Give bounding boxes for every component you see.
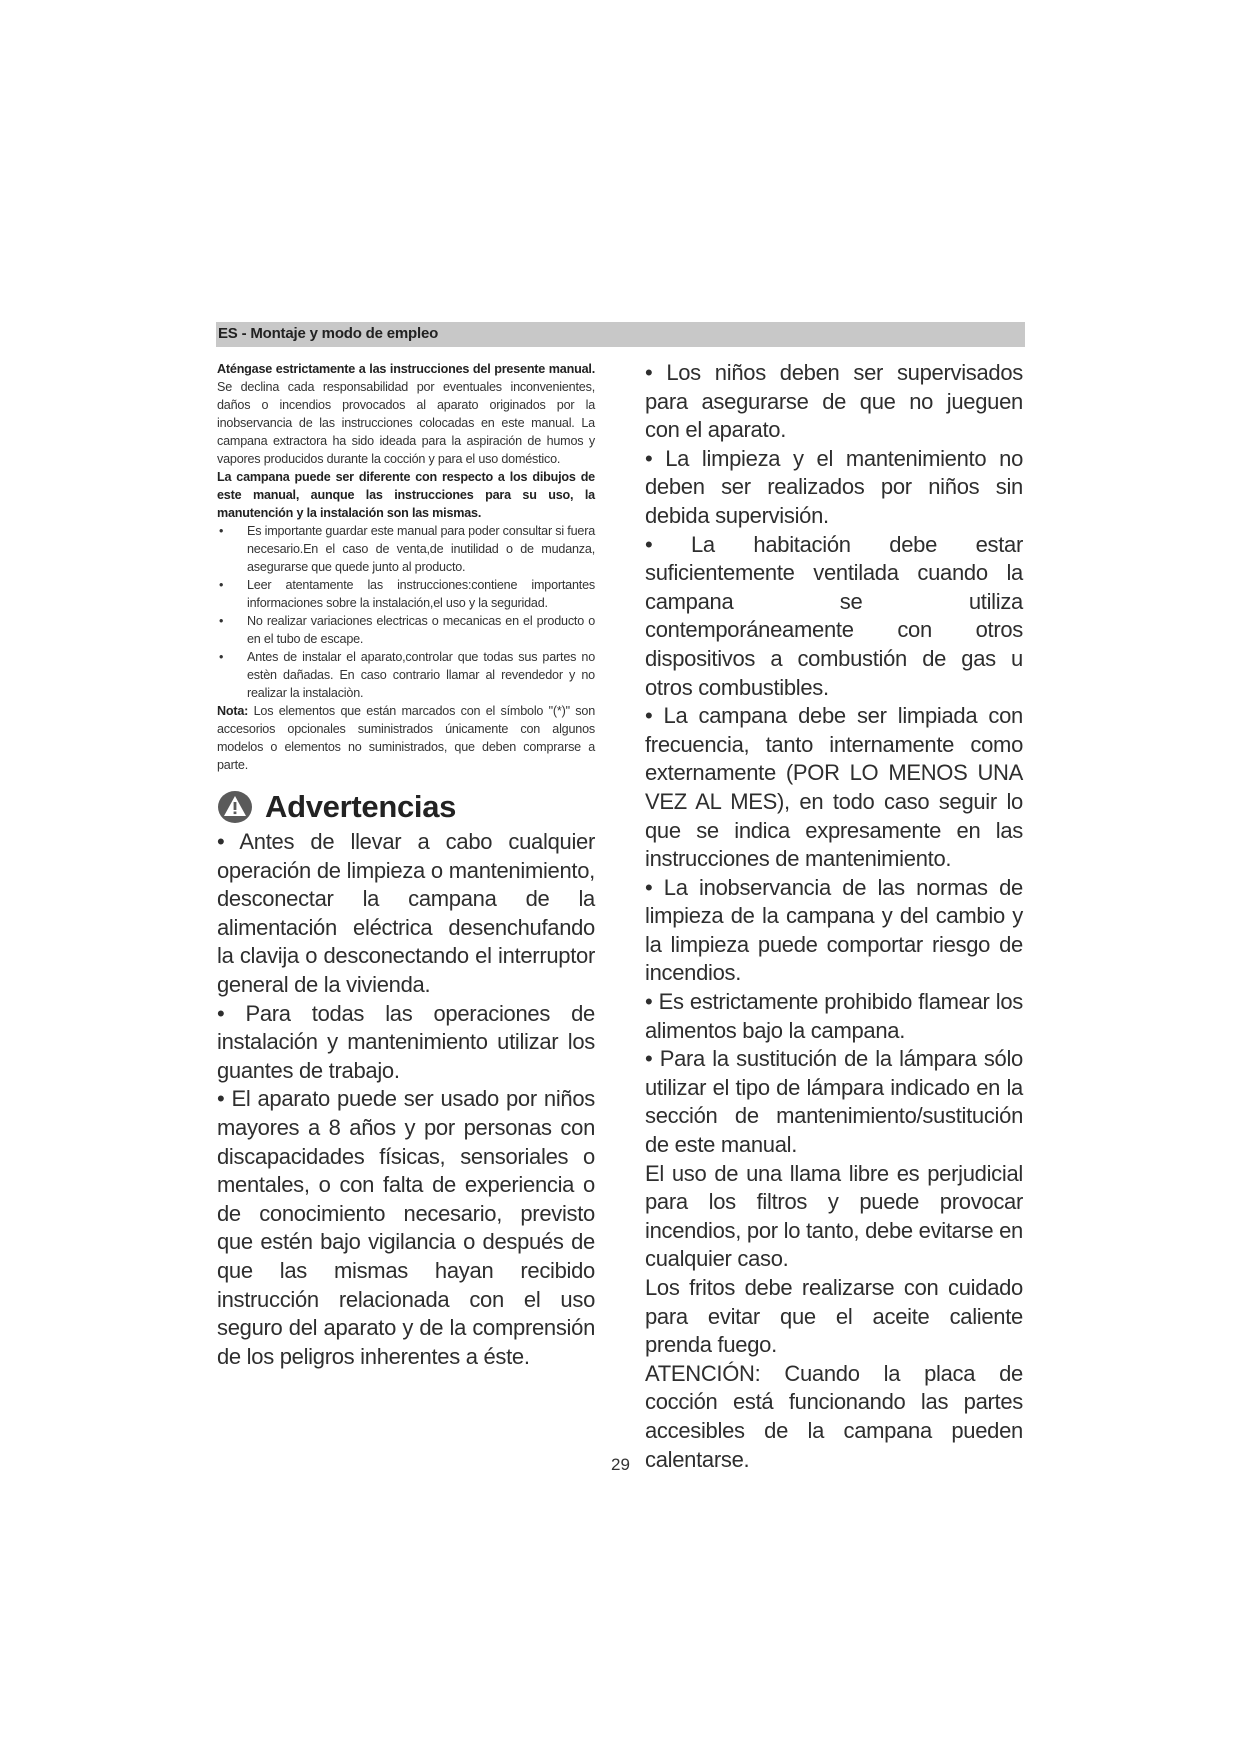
note-label: Nota: [217,704,249,718]
warnings-heading [217,786,595,828]
warning-icon [217,790,253,824]
page-number: 29 [611,1455,630,1474]
note-text: Los elementos que están marcados con el símbolo "(*)" son accesorios opcionales suministrados únicamente con algunos modelos o elementos no suministrados, que deben comprarse a parte. [217,704,595,772]
list-item: • Es importante guardar este manual para poder consultar si fuera necesario.En el caso de venta,de inutilidad o de mudanza, asegurarse que quede junto al producto. [219,524,595,574]
safety-paragraph: • La campana debe ser limpiada con frecuencia, tanto internamente como externamente (POR LO MENOS UNA VEZ AL MES), en todo caso seguir lo que se indica expresamente en las instrucciones de mantenimiento. [645,703,1023,872]
left-column [217,360,595,1371]
intro-bold-text: Aténgase estrictamente a las instrucciones del presente manual. [217,362,595,376]
instruction-bullet-list [217,522,595,702]
safety-paragraph: Los fritos debe realizarse con cuidado para evitar que el aceite caliente prenda fuego. [645,1275,1023,1358]
list-item: • Leer atentamente las instrucciones:contiene importantes informaciones sobre la instalación,el uso y la seguridad. [219,578,595,610]
list-item: • Antes de instalar el aparato,controlar que todas sus partes no estèn dañadas. En caso contrario llamar al revendedor y no realizar la instalaciòn. [219,650,595,700]
warning-paragraph: • Para todas las operaciones de instalación y mantenimiento utilizar los guantes de trabajo. [217,1000,595,1083]
warning-paragraph: • El aparato puede ser usado por niños mayores a 8 años y por personas con discapacidades físicas, sensoriales o mentales, o con falta de experiencia o de conocimiento necesario, previsto que estén bajo vigilancia o después de que las mismas hayan recibido instrucción relacionada con el uso seguro del aparato y de la comprensión de los peligros inherentes a éste. [217,1086,595,1369]
intro-paragraph [217,360,595,468]
safety-paragraph: • La inobservancia de las normas de limpieza de la campana y del cambio y la limpieza puede comportar riesgo de incendios. [645,874,1023,986]
section-header-title: ES - Montaje y modo de empleo [218,325,439,342]
safety-paragraph: ATENCIÓN: Cuando la placa de cocción está funcionando las partes accesibles de la campana pueden calentarse. [645,1360,1023,1472]
safety-paragraph: • Para la sustitución de la lámpara sólo utilizar el tipo de lámpara indicado en la sección de mantenimiento/sustitución de este manual. [645,1046,1023,1158]
safety-paragraph: • Los niños deben ser supervisados para asegurarse de que no jueguen con el aparato. [645,360,1023,443]
safety-paragraph: El uso de una llama libre es perjudicial para los filtros y puede provocar incendios, por lo tanto, debe evitarse en cualquier caso. [645,1160,1023,1272]
safety-paragraph: • La habitación debe estar suficientemente ventilada cuando la campana se utiliza contemporáneamente con otros dispositivos a combustión de gas u otros combustibles. [645,531,1023,700]
bullet-icon: • [219,614,224,628]
bullet-icon: • [219,578,224,592]
warning-paragraph: • Antes de llevar a cabo cualquier operación de limpieza o mantenimiento, desconectar la campana de la alimentación eléctrica desenchufando la clavija o desconectando el interruptor general de la vivienda. [217,829,595,997]
safety-paragraph: • La limpieza y el mantenimiento no deben ser realizados por niños sin debida supervisión. [645,445,1023,528]
intro-text: Se declina cada responsabilidad por eventuales inconvenientes, daños o incendios provocados al aparato originados por la inobservancia de las instrucciones colocadas en este manual. La campana extractora ha sido ideada para la aspiración de humos y vapores producidos durante la cocción y para el uso doméstico. [217,380,595,466]
list-item: • No realizar variaciones electricas o mecanicas en el producto o en el tubo de escape. [219,614,595,646]
safety-paragraph: • Es estrictamente prohibido flamear los alimentos bajo la campana. [645,989,1023,1043]
warnings-title: Advertencias [265,789,457,824]
note-paragraph [217,702,595,774]
bullet-icon: • [219,524,224,538]
bold-paragraph: La campana puede ser diferente con respecto a los dibujos de este manual, aunque las instrucciones para su uso, la manutención y la instalación son las mismas. [217,470,595,520]
bullet-icon: • [219,650,224,664]
right-column [645,359,1023,1474]
